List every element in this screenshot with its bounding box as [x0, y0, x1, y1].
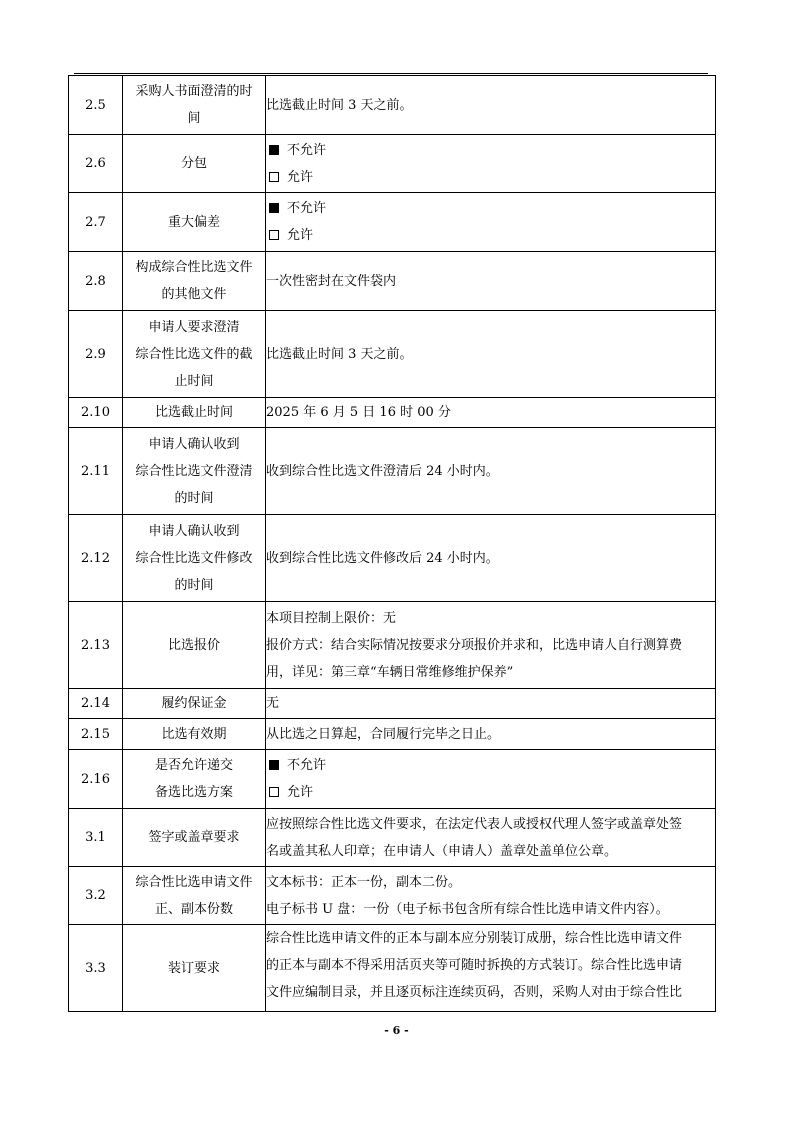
table-row	[69, 602, 716, 689]
clause-item-line: 综合性比选申请文件	[135, 874, 253, 890]
content-line: 的正本与副本不得采用活页夹等可随时拆换的方式装订。综合性比选申请	[266, 958, 683, 973]
option-label: 允许	[287, 228, 314, 243]
clause-item-line: 综合性比选文件修改	[135, 550, 253, 566]
clause-content	[266, 398, 716, 428]
clause-item	[123, 311, 266, 398]
content-line: 一次性密封在文件袋内	[266, 273, 397, 289]
clause-item-line: 申请人确认收到	[148, 523, 240, 539]
content-line: 从比选之日算起，合同履行完毕之日止。	[266, 726, 501, 742]
clause-item-line: 比选报价	[167, 637, 220, 653]
clause-item	[123, 689, 266, 719]
table-row	[69, 252, 716, 311]
clause-content	[266, 602, 716, 689]
clause-content	[266, 719, 716, 750]
page-number: - 6 -	[384, 1024, 409, 1037]
clause-item-line: 正、副本份数	[154, 901, 233, 917]
clause-item	[123, 252, 266, 311]
clause-item	[123, 428, 266, 515]
clause-content	[266, 252, 716, 311]
clause-number: 2.6	[69, 135, 123, 193]
option-label: 不允许	[287, 758, 327, 773]
clause-item-line: 的时间	[174, 577, 214, 593]
clause-item	[123, 515, 266, 602]
content-line: 报价方式：结合实际情况按要求分项报价并求和，比选申请人自行测算费	[266, 637, 683, 653]
clause-content	[266, 311, 716, 398]
clause-number: 3.3	[69, 925, 123, 1012]
clause-item	[123, 719, 266, 750]
clause-item-line: 间	[187, 111, 201, 126]
table-row	[69, 867, 716, 925]
option-line	[266, 195, 715, 222]
option-label: 不允许	[287, 201, 327, 216]
table-row	[69, 515, 716, 602]
content-line: 名或盖其私人印章；在申请人（申请人）盖章处盖单位公章。	[266, 843, 618, 859]
option-label: 允许	[287, 169, 314, 185]
clause-item-line: 的其他文件	[161, 287, 227, 302]
clause-item-line: 构成综合性比选文件	[135, 260, 253, 275]
table-row	[69, 428, 716, 515]
content-line: 2025 年 6 月 5 日 16 时 00 分	[266, 405, 451, 420]
table-row	[69, 719, 716, 750]
content-line: 无	[266, 696, 280, 711]
clause-content	[266, 515, 716, 602]
clause-item-line: 的时间	[174, 490, 214, 506]
clause-number: 2.15	[69, 719, 123, 750]
option-line	[266, 779, 715, 806]
clause-item-line: 采购人书面澄清的时	[135, 84, 253, 99]
header-rule	[74, 73, 708, 74]
checked-box-icon	[269, 145, 279, 155]
clause-content	[266, 428, 716, 515]
clause-item-line: 综合性比选文件的截	[135, 346, 253, 362]
clause-item-line: 比选有效期	[161, 726, 227, 742]
clause-item	[123, 602, 266, 689]
table-row	[69, 311, 716, 398]
clause-content	[266, 809, 716, 867]
table-row	[69, 689, 716, 719]
content-line: 用，详见：第三章“车辆日常维修维护保养”	[266, 664, 514, 680]
content-line: 文本标书：正本一份，副本二份。	[266, 874, 462, 890]
clause-item	[123, 76, 266, 135]
clause-number: 2.10	[69, 398, 123, 428]
clause-item	[123, 809, 266, 867]
clause-number: 3.1	[69, 809, 123, 867]
table-row	[69, 925, 716, 1012]
clause-content	[266, 750, 716, 809]
clause-item	[123, 398, 266, 428]
content-line: 本项目控制上限价：无	[266, 610, 397, 626]
checked-box-icon	[269, 760, 279, 770]
content-line: 收到综合性比选文件澄清后 24 小时内。	[266, 463, 499, 479]
unchecked-box-icon	[269, 230, 279, 240]
clause-item-line: 履约保证金	[161, 696, 227, 711]
table-row	[69, 398, 716, 428]
clause-content	[266, 689, 716, 719]
clause-number: 2.13	[69, 602, 123, 689]
checked-box-icon	[269, 203, 279, 213]
clause-item-line: 止时间	[174, 373, 214, 389]
clause-content	[266, 135, 716, 193]
table-row	[69, 750, 716, 809]
clause-item	[123, 193, 266, 252]
clause-number: 2.8	[69, 252, 123, 311]
option-line	[266, 137, 715, 164]
option-line	[266, 222, 715, 249]
clause-item-line: 备选比选方案	[154, 785, 233, 800]
clause-content	[266, 867, 716, 925]
clause-number: 2.16	[69, 750, 123, 809]
clause-item	[123, 750, 266, 809]
content-line: 比选截止时间 3 天之前。	[266, 346, 413, 362]
clause-item-line: 综合性比选文件澄清	[135, 463, 253, 479]
clause-item	[123, 135, 266, 193]
clause-number: 2.7	[69, 193, 123, 252]
content-line: 文件应编制目录，并且逐页标注连续页码，否则，采购人对由于综合性比	[266, 985, 683, 1000]
clause-item-line: 比选截止时间	[154, 405, 233, 420]
clause-number: 2.11	[69, 428, 123, 515]
clause-number: 3.2	[69, 867, 123, 925]
clause-item-line: 分包	[180, 156, 207, 171]
clause-item-line: 装订要求	[167, 960, 220, 976]
clause-number: 2.5	[69, 76, 123, 135]
clause-item-line: 申请人确认收到	[148, 436, 240, 452]
content-line: 收到综合性比选文件修改后 24 小时内。	[266, 550, 499, 566]
clause-item-line: 是否允许递交	[154, 758, 233, 773]
clause-number: 2.14	[69, 689, 123, 719]
content-line: 综合性比选申请文件的正本与副本应分别装订成册，综合性比选申请文件	[266, 931, 683, 946]
option-line	[266, 752, 715, 779]
table-row	[69, 76, 716, 135]
clause-number: 2.9	[69, 311, 123, 398]
unchecked-box-icon	[269, 172, 279, 182]
unchecked-box-icon	[269, 787, 279, 797]
clause-content	[266, 76, 716, 135]
bid-data-table	[68, 75, 716, 1012]
clause-item	[123, 867, 266, 925]
clause-item-line: 申请人要求澄清	[148, 319, 240, 335]
clause-item-line: 重大偏差	[167, 214, 220, 230]
content-line: 电子标书 U 盘：一份（电子标书包含所有综合性比选申请文件内容）。	[266, 901, 669, 917]
content-line: 应按照综合性比选文件要求，在法定代表人或授权代理人签字或盖章处签	[266, 816, 683, 832]
option-label: 不允许	[287, 142, 327, 158]
clause-item	[123, 925, 266, 1012]
table-row	[69, 809, 716, 867]
clause-item-line: 签字或盖章要求	[148, 830, 240, 845]
content-line: 比选截止时间 3 天之前。	[266, 97, 413, 113]
option-line	[266, 164, 715, 191]
clause-content	[266, 193, 716, 252]
table-row	[69, 193, 716, 252]
table-row	[69, 135, 716, 193]
clause-number: 2.12	[69, 515, 123, 602]
clause-content	[266, 925, 716, 1012]
option-label: 允许	[287, 785, 314, 800]
